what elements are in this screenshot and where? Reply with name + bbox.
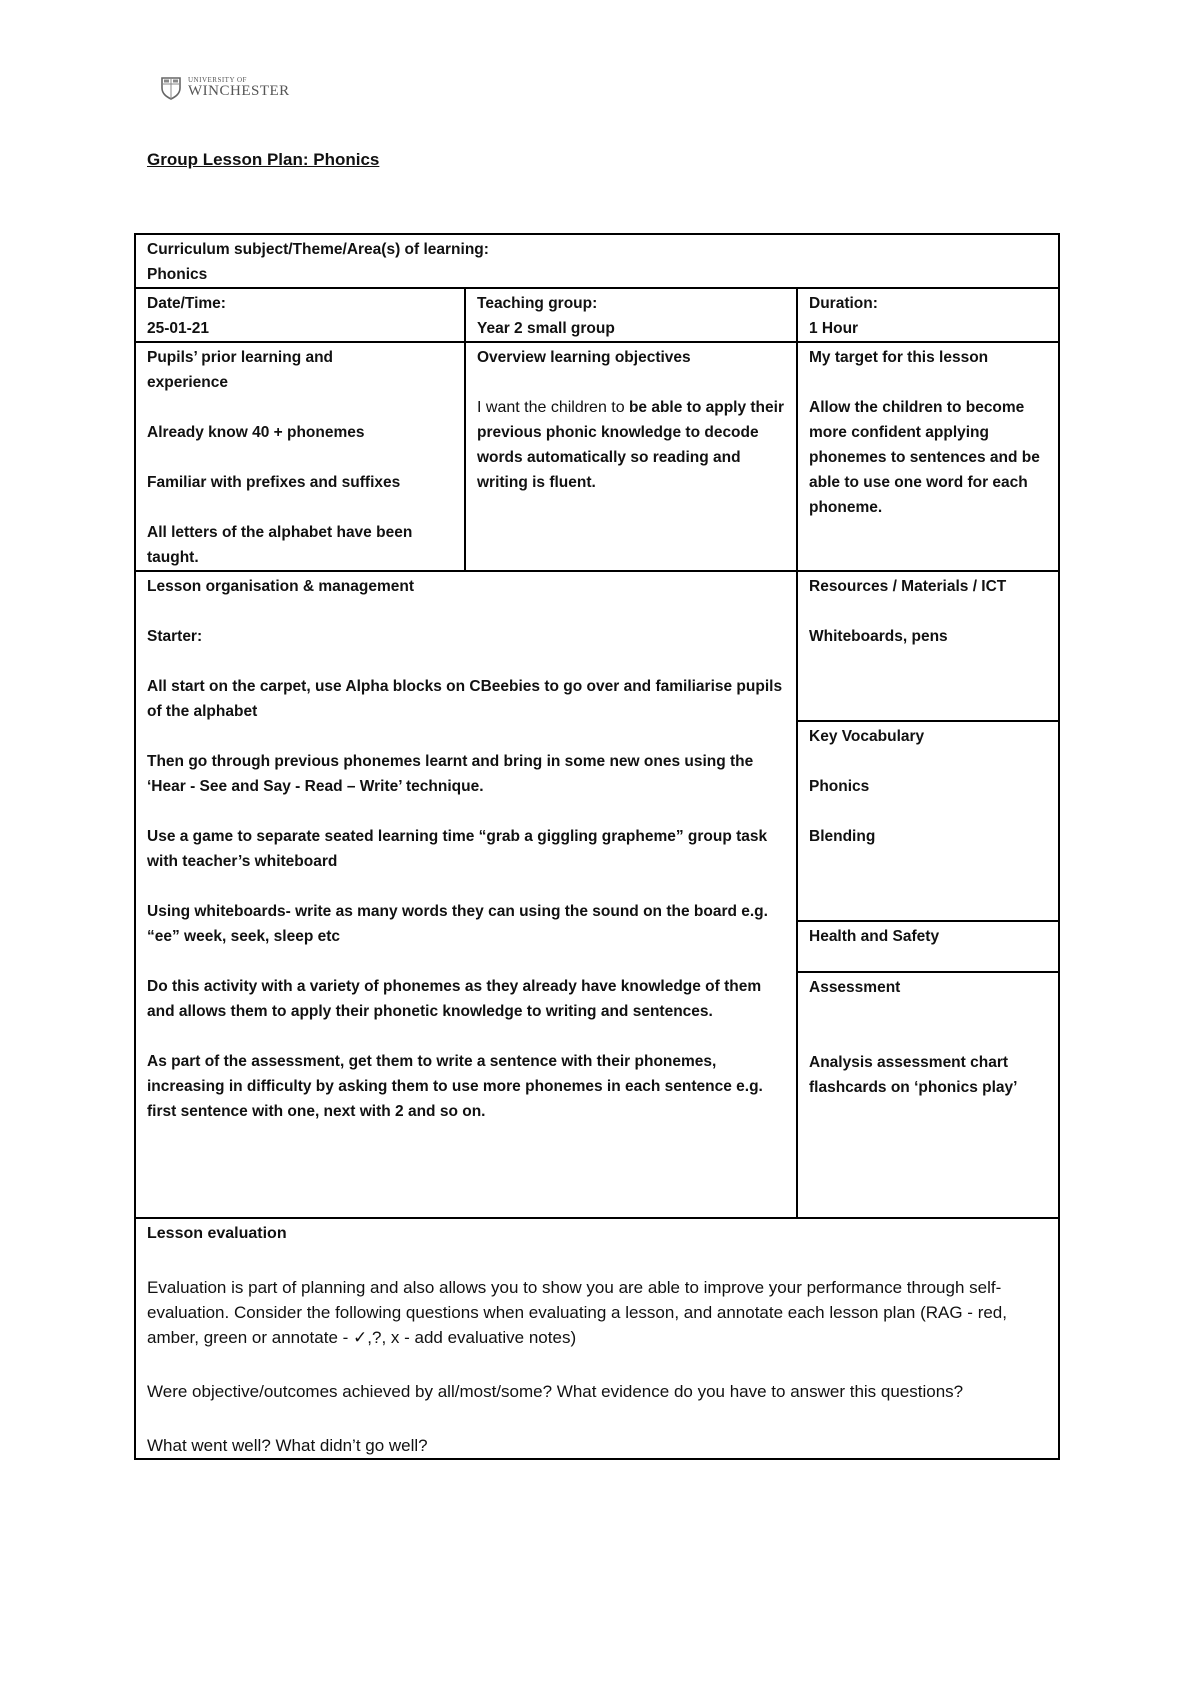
health-safety-label: Health and Safety bbox=[809, 928, 940, 945]
objectives-body: be able to apply their previous phonic knowledge to decode words automatically so reading and writing is fluent. bbox=[477, 399, 784, 491]
evaluation-row bbox=[135, 1218, 1059, 1459]
resources-text: Whiteboards, pens bbox=[809, 628, 948, 645]
curriculum-label: Curriculum subject/Theme/Area(s) of learning: bbox=[147, 241, 489, 258]
organisation-label: Lesson organisation & management bbox=[147, 578, 414, 595]
vocabulary-label: Key Vocabulary bbox=[809, 728, 925, 745]
objectives-row bbox=[135, 342, 1059, 571]
evaluation-cell bbox=[135, 1218, 1059, 1459]
prior-learning-cell bbox=[135, 342, 465, 571]
vocabulary-word: Blending bbox=[809, 828, 876, 845]
organisation-paragraph: Then go through previous phonemes learnt and bring in some new ones using the ‘Hear - See and Say - Read – Write’ technique. bbox=[147, 753, 754, 795]
teaching-group-label: Teaching group: bbox=[477, 295, 598, 312]
teaching-group-cell bbox=[465, 288, 797, 342]
objectives-label: Overview learning objectives bbox=[477, 349, 691, 366]
organisation-paragraph: All start on the carpet, use Alpha blocks on CBeebies to go over and familiarise pupils of the alphabet bbox=[147, 678, 783, 720]
curriculum-cell bbox=[135, 234, 1059, 288]
logo-university-of: UNIVERSITY OF bbox=[188, 76, 247, 84]
vocabulary-cell bbox=[797, 721, 1059, 921]
crest-icon bbox=[160, 76, 182, 100]
info-row bbox=[135, 288, 1059, 342]
prior-learning-label-1: Pupils’ prior learning and bbox=[147, 349, 334, 366]
organisation-row bbox=[135, 571, 1059, 721]
assessment-label: Assessment bbox=[809, 979, 901, 996]
organisation-cell bbox=[135, 571, 797, 1218]
university-logo bbox=[160, 76, 290, 100]
evaluation-paragraph: Were objective/outcomes achieved by all/most/some? What evidence do you have to answer this questions? bbox=[147, 1382, 964, 1401]
prior-learning-label-2: experience bbox=[147, 374, 228, 391]
resources-label: Resources / Materials / ICT bbox=[809, 578, 1007, 595]
duration-label: Duration: bbox=[809, 295, 878, 312]
starter-label: Starter: bbox=[147, 628, 203, 645]
objectives-text bbox=[477, 395, 786, 495]
teaching-group-value: Year 2 small group bbox=[477, 320, 615, 337]
lesson-plan-table bbox=[134, 233, 1060, 1460]
target-label: My target for this lesson bbox=[809, 349, 989, 366]
objectives-lead: I want the children to bbox=[477, 399, 625, 416]
curriculum-row bbox=[135, 234, 1059, 288]
organisation-paragraph: Using whiteboards- write as many words they can using the sound on the board e.g. “ee” week, seek, sleep etc bbox=[147, 903, 768, 945]
date-value: 25-01-21 bbox=[147, 320, 210, 337]
prior-learning-item: Familiar with prefixes and suffixes bbox=[147, 474, 401, 491]
page-title: Group Lesson Plan: Phonics bbox=[147, 150, 380, 169]
evaluation-paragraph: What went well? What didn’t go well? bbox=[147, 1436, 428, 1455]
curriculum-value: Phonics bbox=[147, 266, 208, 283]
prior-learning-item: All letters of the alphabet have been taught. bbox=[147, 524, 413, 566]
target-cell bbox=[797, 342, 1059, 571]
date-label: Date/Time: bbox=[147, 295, 226, 312]
logo-name: WINCHESTER bbox=[188, 83, 290, 99]
resources-cell bbox=[797, 571, 1059, 721]
objectives-cell bbox=[465, 342, 797, 571]
assessment-cell bbox=[797, 972, 1059, 1218]
evaluation-label: Lesson evaluation bbox=[147, 1225, 287, 1242]
date-cell bbox=[135, 288, 465, 342]
duration-value: 1 Hour bbox=[809, 320, 859, 337]
target-text: Allow the children to become more confident applying phonemes to sentences and be able to use one word for each phoneme. bbox=[809, 399, 1040, 516]
assessment-text-1: Analysis assessment chart bbox=[809, 1054, 1009, 1071]
vocabulary-word: Phonics bbox=[809, 778, 870, 795]
health-safety-cell bbox=[797, 921, 1059, 972]
evaluation-paragraph: Evaluation is part of planning and also allows you to show you are able to improve your performance through self-evaluation. Consider the following questions when evaluating a lesson, and annotate each lesson plan (RAG - red, amber, green or annotate - ✓,?, x - add evaluative notes) bbox=[147, 1278, 1007, 1347]
assessment-text-2: flashcards on ‘phonics play’ bbox=[809, 1079, 1018, 1096]
organisation-paragraph: As part of the assessment, get them to write a sentence with their phonemes, increasing in difficulty by asking them to use more phonemes in each sentence e.g. first sentence with one, next with 2 and so on. bbox=[147, 1053, 763, 1120]
organisation-paragraph: Do this activity with a variety of phonemes as they already have knowledge of them and allows them to apply their phonetic knowledge to writing and sentences. bbox=[147, 978, 762, 1020]
prior-learning-item: Already know 40 + phonemes bbox=[147, 424, 365, 441]
duration-cell bbox=[797, 288, 1059, 342]
organisation-paragraph: Use a game to separate seated learning time “grab a giggling grapheme” group task with teacher’s whiteboard bbox=[147, 828, 768, 870]
